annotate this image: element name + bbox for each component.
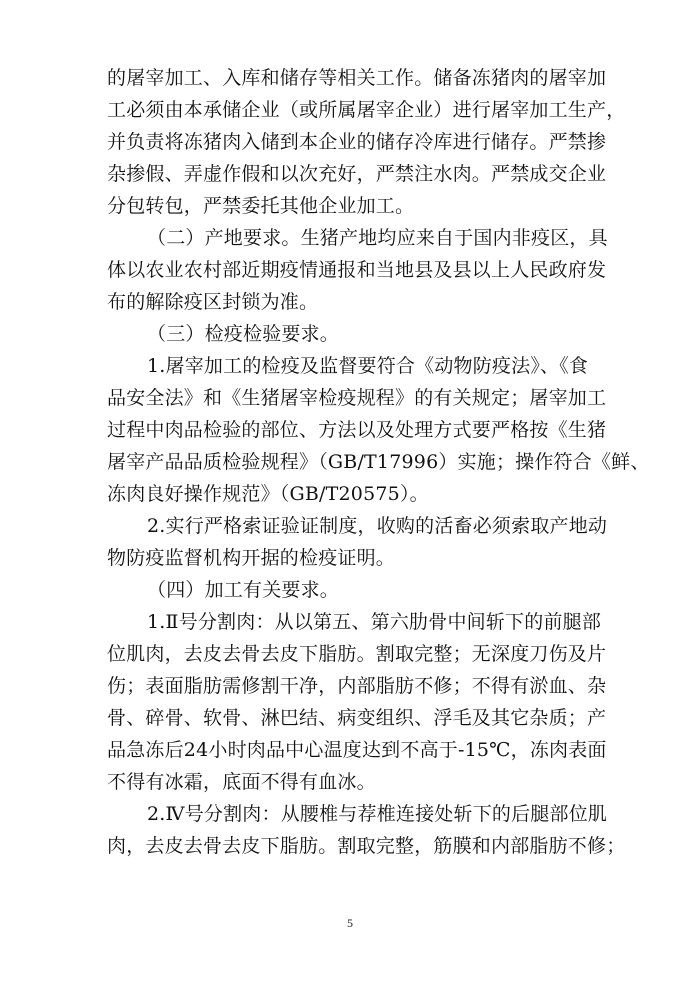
text-line: 过程中肉品检验的部位、方法以及处理方式要严格按《生猪 — [107, 419, 607, 441]
text-line: 的屠宰加工、入库和储存等相关工作。储备冻猪肉的屠宰加 — [107, 67, 607, 89]
body-text — [107, 62, 650, 862]
text-line: 2.Ⅳ号分割肉：从腰椎与荐椎连接处斩下的后腿部位肌 — [147, 803, 608, 825]
text-line: （四）加工有关要求。 — [147, 579, 340, 601]
text-line: 品急冻后24小时肉品中心温度达到不高于-15℃，冻肉表面 — [107, 739, 607, 761]
text-line: 体以农业农村部近期疫情通报和当地县及县以上人民政府发 — [107, 259, 607, 281]
text-line: 2.实行严格索证验证制度，收购的活畜必须索取产地动 — [147, 515, 608, 537]
text-line: 伤；表面脂肪需修割干净，内部脂肪不修；不得有淤血、杂 — [107, 675, 607, 697]
text-line: 品安全法》和《生猪屠宰检疫规程》的有关规定；屠宰加工 — [107, 387, 607, 409]
text-line: 不得有冰霜，底面不得有血冰。 — [107, 771, 376, 793]
text-line: 肉，去皮去骨去皮下脂肪。割取完整，筋膜和内部脂肪不修； — [107, 835, 626, 857]
text-line: 1.屠宰加工的检疫及监督要符合《动物防疫法》、《食 — [147, 355, 589, 377]
page-number: 5 — [347, 916, 353, 930]
text-line: 冻肉良好操作规范》（GB/T20575）。 — [107, 483, 429, 505]
text-line: （三）检疫检验要求。 — [147, 323, 340, 345]
text-line: 骨、碎骨、软骨、淋巴结、病变组织、浮毛及其它杂质；产 — [107, 707, 607, 729]
text-line: 屠宰产品品质检验规程》（GB/T17996）实施；操作符合《鲜、 — [107, 451, 650, 473]
text-line: 位肌肉，去皮去骨去皮下脂肪。割取完整；无深度刀伤及片 — [107, 643, 607, 665]
text-line: （二）产地要求。生猪产地均应来自于国内非疫区，具 — [147, 227, 608, 249]
text-line: 分包转包，严禁委托其他企业加工。 — [107, 195, 415, 217]
text-line: 杂掺假、弄虚作假和以次充好，严禁注水肉。严禁成交企业 — [107, 163, 607, 185]
text-line: 布的解除疫区封锁为准。 — [107, 291, 319, 313]
text-line: 工必须由本承储企业（或所属屠宰企业）进行屠宰加工生产， — [107, 99, 626, 121]
text-line: 并负责将冻猪肉入储到本企业的储存冷库进行储存。严禁掺 — [107, 131, 607, 153]
text-line: 物防疫监督机构开据的检疫证明。 — [107, 547, 396, 569]
text-line: 1.Ⅱ号分割肉：从以第五、第六肋骨中间斩下的前腿部 — [147, 611, 602, 633]
